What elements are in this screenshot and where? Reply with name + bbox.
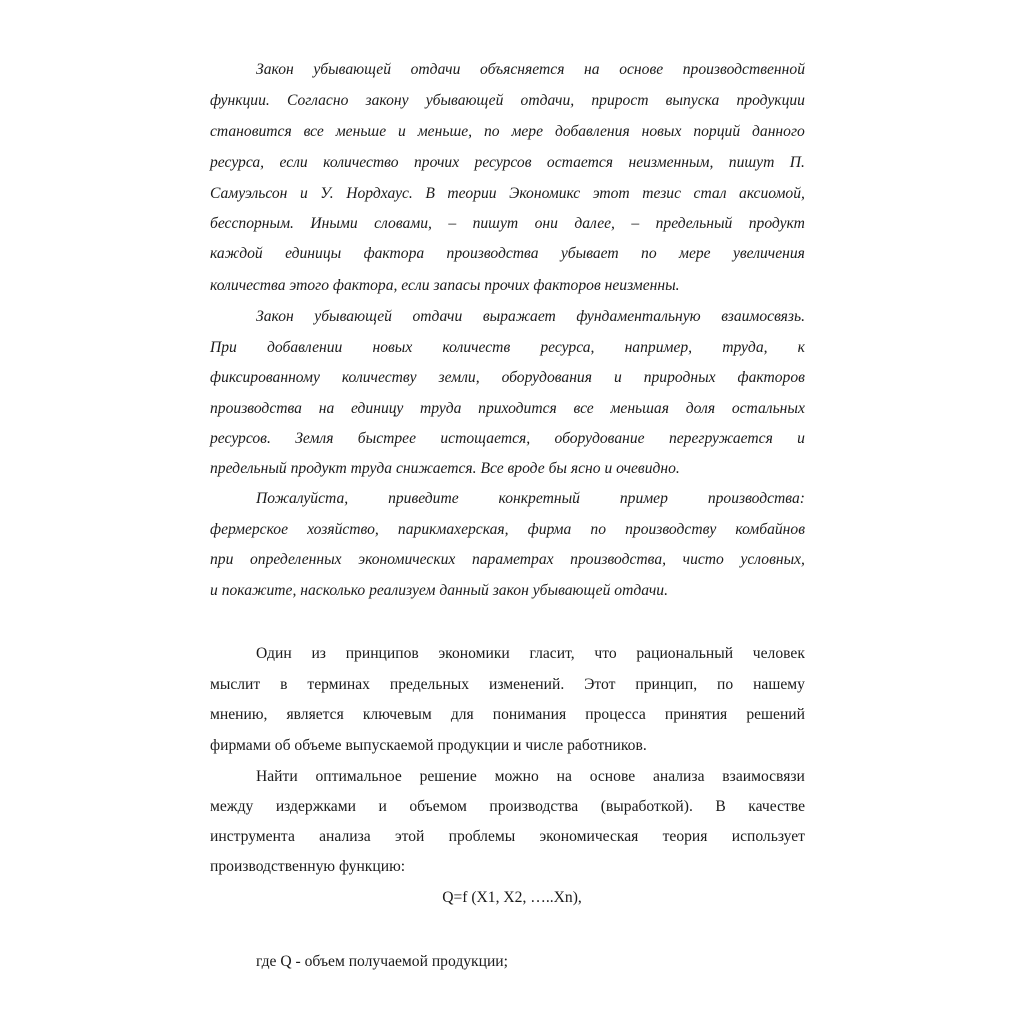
text-line: предельный продукт труда снижается. Все вроде бы ясно и очевидно. (210, 460, 680, 477)
text-line: количества этого фактора, если запасы прочих факторов неизменны. (210, 277, 680, 294)
text-line: Один из принципов экономики гласит, что рациональный человек (256, 645, 805, 662)
text-line: при определенных экономических параметрах производства, чисто условных, (210, 551, 805, 568)
text-line: каждой единицы фактора производства убывает по мере увеличения (210, 245, 805, 262)
definition-line: где Q - объем получаемой продукции; (256, 953, 508, 970)
text-line: При добавлении новых количеств ресурса, например, труда, к (210, 339, 805, 356)
text-line: Найти оптимальное решение можно на основе анализа взаимосвязи (256, 768, 805, 785)
text-line: Закон убывающей отдачи объясняется на основе производственной (256, 61, 805, 78)
text-line: производственную функцию: (210, 858, 406, 875)
text-line: между издержками и объемом производства (выработкой). В качестве (210, 798, 805, 815)
text-line: ресурсов. Земля быстрее истощается, оборудование перегружается и (210, 430, 805, 447)
text-line: мыслит в терминах предельных изменений. Этот принцип, по нашему (210, 676, 805, 693)
text-line: и покажите, насколько реализуем данный закон убывающей отдачи. (210, 582, 668, 599)
text-line: мнению, является ключевым для понимания процесса принятия решений (210, 706, 805, 723)
text-line: фермерское хозяйство, парикмахерская, фирма по производству комбайнов (210, 521, 805, 538)
text-line: инструмента анализа этой проблемы экономическая теория использует (210, 828, 805, 845)
formula: Q=f (X1, X2, …..Xn), (442, 889, 582, 906)
text-line: бесспорным. Иными словами, – пишут они далее, – предельный продукт (210, 215, 805, 232)
text-line: Самуэльсон и У. Нордхаус. В теории Экономикс этот тезис стал аксиомой, (210, 185, 805, 202)
text-line: ресурса, если количество прочих ресурсов остается неизменным, пишут П. (210, 154, 805, 171)
text-line: фиксированному количеству земли, оборудования и природных факторов (210, 369, 805, 386)
text-line: становится все меньше и меньше, по мере добавления новых порций данного (210, 123, 805, 140)
text-line: Пожалуйста, приведите конкретный пример производства: (256, 490, 805, 507)
text-line: фирмами об объеме выпускаемой продукции и числе работников. (210, 737, 647, 754)
text-line: Закон убывающей отдачи выражает фундаментальную взаимосвязь. (256, 308, 805, 325)
text-line: производства на единицу труда приходится все меньшая доля остальных (210, 400, 805, 417)
text-line: функции. Согласно закону убывающей отдачи, прирост выпуска продукции (210, 92, 805, 109)
